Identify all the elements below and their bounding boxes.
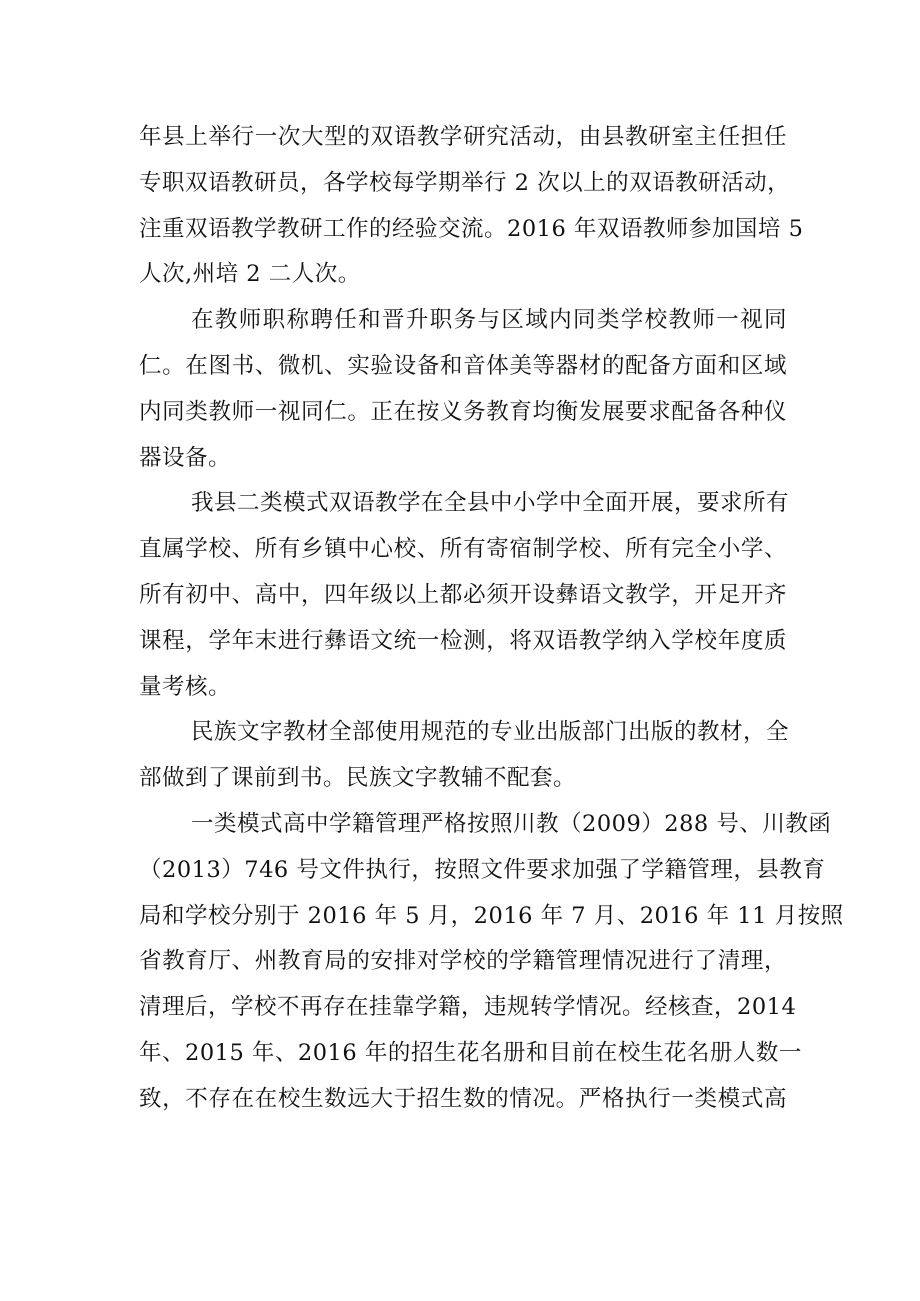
paragraph-bilingual-research — [139, 115, 804, 298]
text-line: 部做到了课前到书。民族文字教辅不配套。 — [139, 765, 577, 792]
text-line: 所有初中、高中，四年级以上都必须开设彝语文教学，开足开齐 — [139, 581, 787, 608]
paragraph-yi-language-teaching — [139, 481, 790, 710]
text-line: 内同类教师一视同仁。正在按义务教育均衡发展要求配备各种仪 — [139, 398, 787, 425]
text-line: （2013）746 号文件执行，按照文件要求加强了学籍管理，县教育 — [139, 856, 826, 883]
paragraph-teacher-equality — [139, 298, 787, 481]
text-line: 局和学校分别于 2016 年 5 月，2016 年 7 月、2016 年 11 月按照 — [139, 902, 844, 929]
text-line: 直属学校、所有乡镇中心校、所有寄宿制学校、所有完全小学、 — [139, 536, 787, 563]
text-line: 一类模式高中学籍管理严格按照川教（2009）288 号、川教函 — [191, 810, 832, 837]
text-line: 量考核。 — [139, 673, 232, 700]
text-line: 年县上举行一次大型的双语教学研究活动，由县教研室主任担任 — [139, 124, 787, 150]
text-line: 在教师职称聘任和晋升职务与区域内同类学校教师一视同 — [191, 307, 787, 334]
paragraph-ethnic-textbooks — [139, 710, 790, 802]
text-line: 仁。在图书、微机、实验设备和音体美等器材的配备方面和区域 — [139, 352, 787, 379]
document-body — [139, 115, 844, 1123]
text-line: 专职双语教研员，各学校每学期举行 2 次以上的双语教研活动， — [139, 169, 791, 196]
text-line: 民族文字教材全部使用规范的专业出版部门出版的教材，全 — [191, 719, 790, 746]
text-line: 课程，学年末进行彝语文统一检测，将双语教学纳入学校年度质 — [139, 627, 787, 654]
text-line: 省教育厅、州教育局的安排对学校的学籍管理情况进行了清理， — [139, 948, 787, 975]
paragraph-student-registration — [139, 802, 844, 1123]
text-line: 年、2015 年、2016 年的招生花名册和目前在校生花名册人数一 — [139, 1039, 802, 1066]
text-line: 器设备。 — [139, 444, 232, 471]
text-line: 致，不存在在校生数远大于招生数的情况。严格执行一类模式高 — [139, 1085, 787, 1112]
text-line: 我县二类模式双语教学在全县中小学中全面开展，要求所有 — [191, 490, 790, 517]
text-line: 人次,州培 2 二人次。 — [139, 261, 361, 288]
text-line: 清理后，学校不再存在挂靠学籍，违规转学情况。经核查，2014 — [139, 994, 797, 1021]
text-line: 注重双语教学教研工作的经验交流。2016 年双语教师参加国培 5 — [139, 215, 804, 242]
